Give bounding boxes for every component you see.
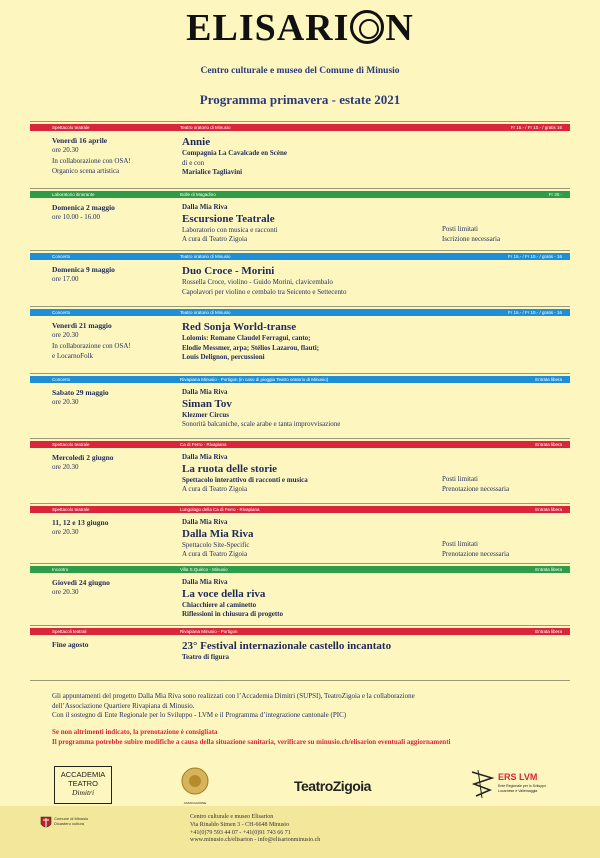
sponsor-logos <box>0 770 600 806</box>
event-project: Dalla Mia Riva <box>182 203 228 211</box>
event-booking-note: Iscrizione necessaria <box>442 234 501 243</box>
event-detail-line: Chiacchiere al caminetto <box>182 600 257 609</box>
event-details <box>182 578 442 620</box>
event-venue: Rivapiana Minusio - Portigon (in caso di pioggia Teatro oratorio di Minusio) <box>180 377 329 382</box>
event-time: ore 10.00 - 16.00 <box>52 212 101 221</box>
event-when <box>52 578 172 597</box>
event-collaboration: e LocarnoFolk <box>52 351 94 360</box>
logo-rosette-icon <box>350 10 384 44</box>
event-title: Escursione Teatrale <box>182 212 275 225</box>
event-booking-info <box>442 475 562 494</box>
teatro-zigoia-logo: TeatroZigoia <box>294 778 371 794</box>
municipality-dept: Dicastero cultura <box>54 821 85 826</box>
event-category: Incontro <box>52 567 69 572</box>
accademia-line-3: Dimitri <box>71 788 95 797</box>
ers-sub-2: Locarnese e Vallemaggia <box>498 788 538 793</box>
event-category-bar <box>30 124 570 131</box>
event-detail-line: Louis Delignon, percussioni <box>182 353 265 361</box>
event-venue: Teatro oratorio di Minusio <box>180 310 231 315</box>
event-time: ore 20.30 <box>52 587 79 596</box>
event-price: Entrata libera <box>535 442 562 447</box>
event-title: La ruota delle storie <box>182 462 278 475</box>
footer-credits <box>52 692 562 721</box>
event-time: ore 20.30 <box>52 462 79 471</box>
event-separator <box>30 121 570 122</box>
event-title: 23° Festival internazionale castello incantato <box>182 640 392 652</box>
event-venue: Ca di Ferro - Rivapiana <box>180 442 227 447</box>
event-details <box>182 640 442 663</box>
subtitle: Centro culturale e museo del Comune di Minusio <box>200 66 400 76</box>
event-title: Annie <box>182 136 211 148</box>
event-separator <box>30 438 570 439</box>
event-when <box>52 388 172 407</box>
event-title: Duo Croce - Morini <box>182 265 275 277</box>
event-row <box>0 203 600 257</box>
event-date: Venerdì 21 maggio <box>52 321 112 330</box>
event-detail-line: Marialice Tagliavini <box>182 168 243 176</box>
event-price: Fr 15.- / Fr 10.- / gratis 16 <box>510 125 562 130</box>
event-title: La voce della riva <box>182 587 266 600</box>
ers-emblem-icon <box>468 768 496 800</box>
event-booking-info <box>442 225 562 244</box>
event-price: Fr 15.- / Fr 10.- / gratis - 16 <box>507 310 562 315</box>
event-detail-line: Sonorità balcaniche, scale arabe e tanta improvvisazione <box>182 420 341 428</box>
coat-of-arms-icon <box>40 816 52 830</box>
event-when <box>52 265 172 284</box>
event-collaboration: In collaborazione con OSA! <box>52 157 131 165</box>
accademia-dimitri-logo <box>54 766 112 804</box>
event-details <box>182 518 442 560</box>
note-booking: Se non altrimenti indicato, la prenotazione è consigliata <box>52 728 218 736</box>
event-details <box>182 321 442 363</box>
event-venue: Lungolago della Ca di Ferro - Rivapiana <box>180 507 260 512</box>
event-time: ore 17.00 <box>52 274 79 283</box>
event-separator <box>30 680 570 681</box>
event-row <box>0 136 600 196</box>
event-time: ore 20.30 <box>52 527 79 536</box>
ers-lvm-logo: ERS LVM <box>498 772 538 782</box>
event-detail-line: Klezmer Circus <box>182 410 229 419</box>
event-price: Entrata libera <box>535 377 562 382</box>
event-venue: Bolle di Magadino <box>180 192 216 197</box>
event-detail-line: di e con <box>182 158 205 167</box>
event-venue: Teatro oratorio di Minusio <box>180 125 231 130</box>
event-project: Dalla Mia Riva <box>182 518 228 526</box>
event-booking-note: Prenotazione necessaria <box>442 549 510 558</box>
event-collaboration: Organico scena artistica <box>52 166 120 175</box>
event-detail-line: Spettacolo interattivo di racconti e musica <box>182 475 308 484</box>
event-row <box>0 265 600 315</box>
event-title: Dalla Mia Riva <box>182 527 254 540</box>
accademia-line-1: ACCADEMIA <box>60 770 106 779</box>
event-category: Spettacolo teatrale <box>52 125 90 130</box>
event-details <box>182 203 442 245</box>
event-project: Dalla Mia Riva <box>182 388 228 396</box>
association-seal-icon <box>180 766 210 805</box>
event-time: ore 20.30 <box>52 397 79 406</box>
logo <box>0 6 600 50</box>
event-separator <box>30 503 570 504</box>
accademia-line-2: TEATRO <box>68 779 98 788</box>
event-date: Domenica 2 maggio <box>52 203 115 212</box>
event-category: Laboratorio itinerante <box>52 192 95 197</box>
event-category: Concerto <box>52 310 71 315</box>
event-time: ore 20.30 <box>52 145 79 154</box>
event-category-bar <box>30 506 570 513</box>
event-date: Venerdì 16 aprile <box>52 136 108 145</box>
event-detail-line: Compagnia La Cavalcade en Scène <box>182 149 287 157</box>
bottom-band <box>0 806 600 858</box>
address-line-2: Via Rinaldo Simen 3 - CH-6648 Minusio <box>190 821 289 828</box>
event-category-bar <box>30 628 570 635</box>
event-category-bar <box>30 566 570 573</box>
event-date: Domenica 9 maggio <box>52 265 115 274</box>
event-details <box>182 388 442 430</box>
event-row <box>0 640 600 684</box>
event-venue: Villa S.Quirico - Minusio <box>180 567 228 572</box>
event-when <box>52 453 172 472</box>
event-category-bar <box>30 376 570 383</box>
event-title: Red Sonja World-transe <box>182 321 297 333</box>
event-date: Giovedì 24 giugno <box>52 578 110 587</box>
event-date: Sabato 29 maggio <box>52 388 109 397</box>
note-changes: Il programma potrebbe subire modifiche a causa della situazione sanitaria, verificare su minusio.ch/elisarion eventuali aggiornamenti <box>52 737 451 746</box>
program-title: Programma primavera - estate 2021 <box>199 92 401 107</box>
ers-subtitle <box>498 784 546 793</box>
phone-2: +41(0)91 743 66 71 <box>242 829 291 836</box>
footer-line-3: Con il sostegno di Ente Regionale per lo Sviluppo - LVM e il Programma d’integrazione cantonale (PIC) <box>52 711 347 719</box>
municipality-name: Comune di Minusio <box>54 816 89 821</box>
event-venue: Rivapiana Minusio - Portigon <box>180 629 238 634</box>
event-category: Spettacolo teatrale <box>52 507 90 512</box>
event-detail-line: Riflessioni in chiusura di progetto <box>182 610 283 618</box>
event-category: Concerto <box>52 377 71 382</box>
logo-right: N <box>385 7 414 49</box>
event-detail-line: A cura di Teatro Zigoia <box>182 485 248 493</box>
event-booking-note: Posti limitati <box>442 475 478 483</box>
event-category: Spettacoli teatrali <box>52 629 87 634</box>
event-detail-line: A cura di Teatro Zigoia <box>182 235 248 243</box>
event-booking-info <box>442 540 562 559</box>
event-booking-note: Posti limitati <box>442 225 478 233</box>
event-detail-line: Rossella Croce, violino - Guido Morini, clavicembalo <box>182 278 333 286</box>
event-project: Dalla Mia Riva <box>182 453 228 461</box>
event-separator <box>30 250 570 251</box>
event-details <box>182 136 442 178</box>
event-price: Entrata libera <box>535 507 562 512</box>
event-category-bar <box>30 191 570 198</box>
event-category-bar <box>30 309 570 316</box>
event-time: ore 20.30 <box>52 330 79 339</box>
event-separator <box>30 563 570 564</box>
event-details <box>182 453 442 495</box>
event-price: Fr 15.- / Fr 10.- / gratis - 16 <box>507 254 562 259</box>
footer-line-1: Gli appuntamenti del progetto Dalla Mia Riva sono realizzati con l’Accademia Dimitri (SUPSI), TeatroZigoia e la collaborazione <box>52 692 415 700</box>
event-date: 11, 12 e 13 giugno <box>52 518 109 527</box>
event-when <box>52 640 172 650</box>
event-price: Fr 30.- <box>548 192 562 197</box>
website-email[interactable]: www.minusio.ch/elisarion - info@elisarionminusio.ch <box>190 837 321 844</box>
event-when <box>52 136 172 176</box>
ers-sub-1: Ente Regionale per lo Sviluppo <box>498 784 547 788</box>
event-detail-line: Elodie Messmer, arpa; Stélios Lazarou, flauti; <box>182 343 320 352</box>
event-detail-line: Teatro di figura <box>182 653 230 661</box>
phone-1: +41(0)79 593 44 07 - <box>190 829 243 836</box>
event-detail-line: Laboratorio con musica e racconti <box>182 225 278 234</box>
address-line-1: Centro culturale e museo Elisarion <box>190 814 274 820</box>
event-category: Spettacolo teatrale <box>52 442 90 447</box>
event-category-bar <box>30 441 570 448</box>
event-date: Fine agosto <box>52 640 89 649</box>
footer-line-2: dell’Associazione Quartiere Rivapiana di Minusio. <box>52 701 195 710</box>
event-category: Concerto <box>52 254 71 259</box>
event-details <box>182 265 442 297</box>
event-detail-line: Lolomis: Romane Claudel Ferragui, canto; <box>182 334 311 342</box>
event-detail-line: Spettacolo Site-Specific <box>182 540 250 549</box>
event-row <box>0 321 600 381</box>
event-booking-note: Prenotazione necessaria <box>442 484 510 493</box>
event-project: Dalla Mia Riva <box>182 578 228 586</box>
event-booking-note: Posti limitati <box>442 540 478 548</box>
event-price: Entrata libera <box>535 567 562 572</box>
event-category-bar <box>30 253 570 260</box>
event-title: Siman Tov <box>182 397 232 410</box>
event-separator <box>30 373 570 374</box>
event-when <box>52 203 172 222</box>
event-collaboration: In collaborazione con OSA! <box>52 342 131 350</box>
event-separator <box>30 625 570 626</box>
municipality-label <box>54 816 88 826</box>
event-price: Entrata libera <box>535 629 562 634</box>
event-when <box>52 321 172 361</box>
event-separator <box>30 306 570 307</box>
contact-address <box>190 814 320 845</box>
footer-notes <box>52 728 562 747</box>
event-detail-line: Capolavori per violino e cembalo tra Seicento e Settecento <box>182 287 347 296</box>
seal-text: ASSOCIAZIONE <box>183 801 207 805</box>
event-when <box>52 518 172 537</box>
event-venue: Teatro oratorio di Minusio <box>180 254 231 259</box>
logo-left: ELISARI <box>186 7 350 49</box>
event-date: Mercoledì 2 giugno <box>52 453 114 462</box>
event-separator <box>30 188 570 189</box>
event-detail-line: A cura di Teatro Zigoia <box>182 550 248 558</box>
